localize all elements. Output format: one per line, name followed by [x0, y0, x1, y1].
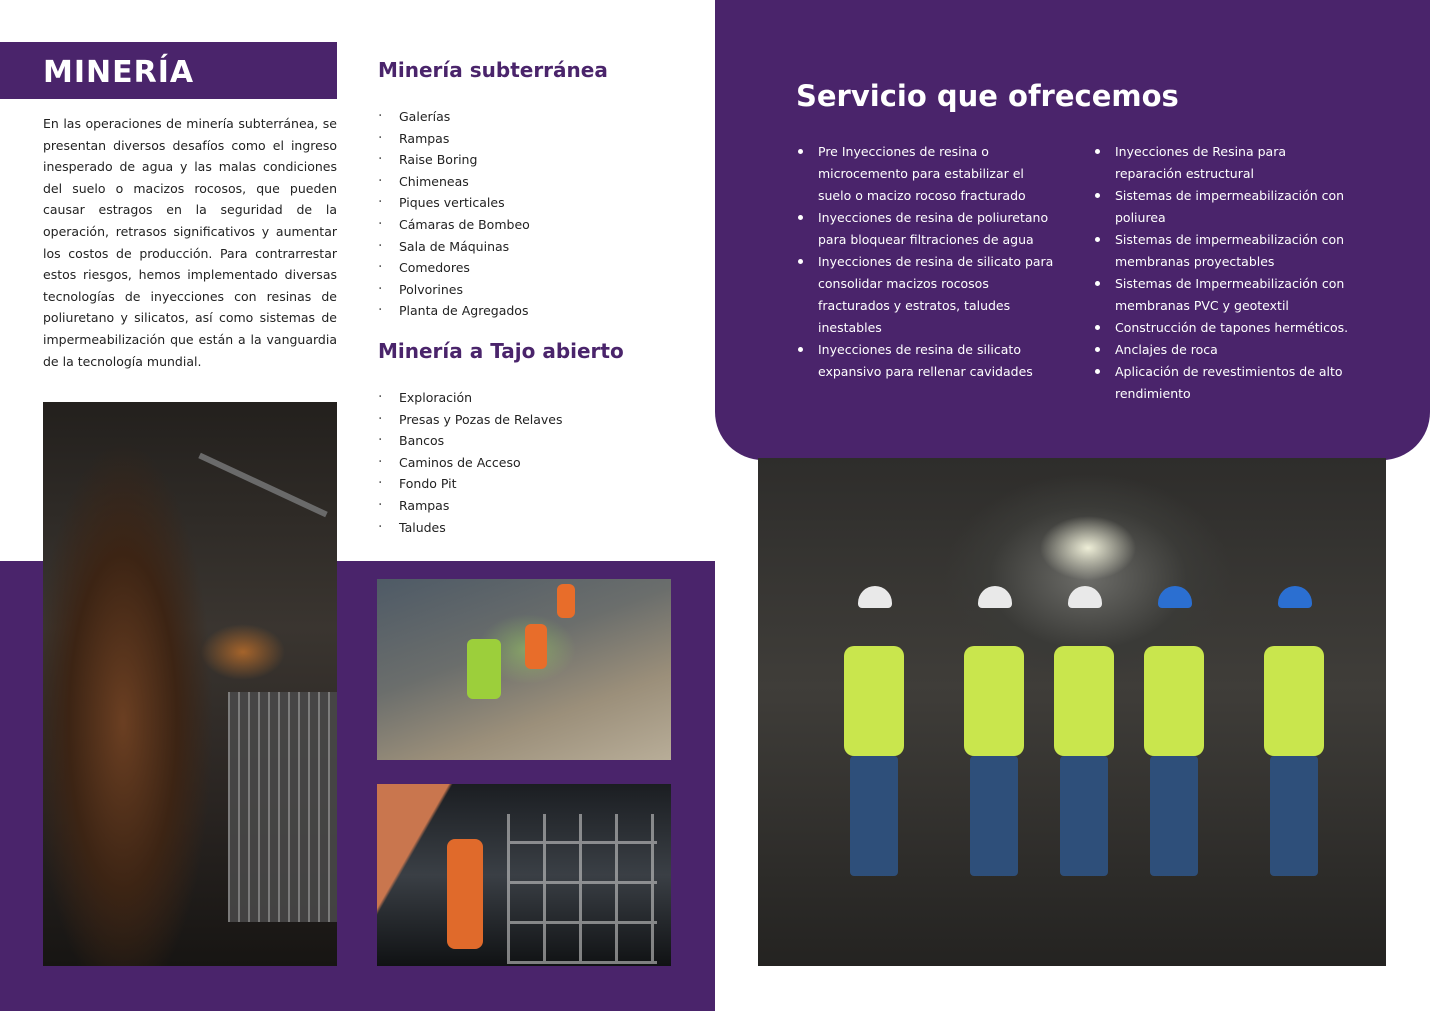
- subterranea-list: [378, 106, 530, 322]
- photo-tunnel-wall: [43, 402, 337, 966]
- tajo-abierto-list: [378, 387, 563, 538]
- service-item: Inyecciones de resina de silicato expansivo para rellenar cavidades: [796, 339, 1058, 383]
- worker-shape: [525, 624, 547, 669]
- list-item: · Rampas: [378, 495, 563, 517]
- service-item: Sistemas de impermeabilización con poliurea: [1093, 185, 1355, 229]
- list-item: · Cámaras de Bombeo: [378, 214, 530, 236]
- list-item: · Rampas: [378, 128, 530, 150]
- list-item: · Taludes: [378, 517, 563, 539]
- worker-figure: [958, 586, 1030, 886]
- services-list-left: [796, 141, 1058, 383]
- tajo-abierto-heading: Minería a Tajo abierto: [378, 339, 624, 363]
- list-item: · Sala de Máquinas: [378, 236, 530, 258]
- list-item: · Fondo Pit: [378, 473, 563, 495]
- list-item: · Exploración: [378, 387, 563, 409]
- service-item: Inyecciones de resina de poliuretano para bloquear filtraciones de agua: [796, 207, 1058, 251]
- worker-shape: [467, 639, 501, 699]
- subterranea-heading: Minería subterránea: [378, 58, 608, 82]
- service-item: Construcción de tapones herméticos.: [1093, 317, 1355, 339]
- photo-scaffold: [377, 784, 671, 966]
- worker-figure: [1258, 586, 1330, 886]
- photo-team-in-tunnel: [758, 458, 1386, 966]
- list-item: · Planta de Agregados: [378, 300, 530, 322]
- service-item: Sistemas de Impermeabilización con membranas PVC y geotextil: [1093, 273, 1355, 317]
- service-item: Inyecciones de Resina para reparación estructural: [1093, 141, 1355, 185]
- service-item: Sistemas de impermeabilización con membranas proyectables: [1093, 229, 1355, 273]
- worker-figure: [838, 586, 910, 886]
- list-item: · Raise Boring: [378, 149, 530, 171]
- list-item: · Bancos: [378, 430, 563, 452]
- list-item: · Presas y Pozas de Relaves: [378, 409, 563, 431]
- list-item: · Galerías: [378, 106, 530, 128]
- services-list-right: [1093, 141, 1355, 405]
- list-item: · Comedores: [378, 257, 530, 279]
- service-item: Aplicación de revestimientos de alto rendimiento: [1093, 361, 1355, 405]
- scaffold-shape: [507, 814, 657, 964]
- service-item: Inyecciones de resina de silicato para consolidar macizos rocosos fracturados y estratos, taludes inestables: [796, 251, 1058, 339]
- list-item: · Piques verticales: [378, 192, 530, 214]
- list-item: · Polvorines: [378, 279, 530, 301]
- list-item: · Caminos de Acceso: [378, 452, 563, 474]
- service-item: Pre Inyecciones de resina o microcemento para estabilizar el suelo o macizo rocoso fracturado: [796, 141, 1058, 207]
- worker-shape: [557, 584, 575, 618]
- pipe-shape: [198, 453, 327, 518]
- service-item: Anclajes de roca: [1093, 339, 1355, 361]
- worker-figure: [1048, 586, 1120, 886]
- photo-workers-floor: [377, 579, 671, 760]
- worker-shape: [447, 839, 483, 949]
- services-heading: Servicio que ofrecemos: [796, 79, 1179, 113]
- worker-figure: [1138, 586, 1210, 886]
- machine-cage-shape: [228, 692, 337, 922]
- intro-paragraph: En las operaciones de minería subterránea, se presentan diversos desafíos como el ingreso inesperado de agua y las malas condiciones del suelo o macizos rocosos, que pueden causar estragos en la seguridad de la operación, retrasos significativos y aumentar los costos de producción. Para contrarrestar estos riesgos, hemos implementado diversas tecnologías de inyecciones con resinas de poliuretano y silicatos, así como sistemas de impermeabilización que están a la vanguardia de la tecnología mundial.: [43, 116, 337, 369]
- page-title: MINERÍA: [43, 55, 195, 90]
- list-item: · Chimeneas: [378, 171, 530, 193]
